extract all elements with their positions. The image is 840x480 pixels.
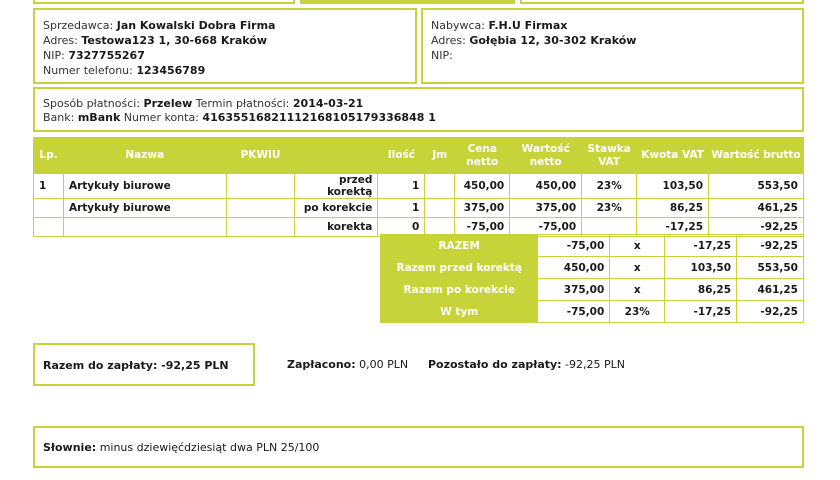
paid-value: 0,00 PLN (359, 358, 409, 371)
seller-label: Sprzedawca: (43, 19, 114, 32)
seller-nip: 7327755267 (68, 49, 145, 62)
header-qty: Ilość (378, 138, 425, 174)
paid-info (287, 358, 408, 371)
summary-label: Razem po korekcie (381, 279, 538, 301)
top-left-strip (33, 0, 295, 4)
header-gross-value: Wartość brutto (709, 138, 804, 174)
bank-label: Bank: (43, 111, 75, 124)
header-unit: Jm (425, 138, 455, 174)
header-blank (295, 138, 378, 174)
seller-box (33, 8, 417, 84)
summary-table (380, 234, 804, 323)
words-label: Słownie: (43, 441, 97, 454)
summary-row: W tym -75,00 23% -17,25 -92,25 (381, 301, 804, 323)
items-table (33, 137, 804, 237)
buyer-name: F.H.U Firmax (488, 19, 568, 32)
header-net-value: Wartość netto (510, 138, 582, 174)
account-label: Numer konta: (123, 111, 199, 124)
bank-name: mBank (77, 111, 121, 124)
buyer-address: Gołębia 12, 30-302 Kraków (469, 34, 637, 47)
payment-due: 2014-03-21 (292, 97, 364, 110)
summary-row: Razem przed korektą 450,00 x 103,50 553,50 (381, 257, 804, 279)
table-row: korekta 0 -75,00 -75,00 -17,25 -92,25 (34, 218, 804, 237)
table-row: Artykuły biurowe po korekcie 1 375,00 375,00 23% 86,25 461,25 (34, 199, 804, 218)
remaining-info (428, 358, 625, 371)
buyer-label: Nabywca: (431, 19, 485, 32)
remaining-label: Pozostało do zapłaty: (428, 358, 562, 371)
seller-address-label: Adres: (43, 34, 78, 47)
summary-label: W tym (381, 301, 538, 323)
payment-method: Przelew (143, 97, 193, 110)
buyer-box (421, 8, 804, 84)
buyer-nip-label: NIP: (431, 49, 453, 62)
seller-nip-label: NIP: (43, 49, 65, 62)
summary-label: RAZEM (381, 235, 538, 257)
remaining-value: -92,25 PLN (565, 358, 626, 371)
seller-address: Testowa123 1, 30-668 Kraków (81, 34, 267, 47)
total-to-pay-box (33, 343, 255, 386)
header-name: Nazwa (63, 138, 226, 174)
seller-phone: 123456789 (136, 64, 206, 77)
header-pkwiu: PKWIU (226, 138, 295, 174)
seller-name: Jan Kowalski Dobra Firma (116, 19, 276, 32)
payment-due-label: Termin płatności: (195, 97, 290, 110)
header-vat-rate: Stawka VAT (582, 138, 637, 174)
seller-phone-label: Numer telefonu: (43, 64, 133, 77)
summary-row: Razem po korekcie 375,00 x 86,25 461,25 (381, 279, 804, 301)
payment-box (33, 87, 804, 132)
table-row: 1 Artykuły biurowe przed korektą 1 450,00 450,00 23% 103,50 553,50 (34, 174, 804, 199)
words-value: minus dziewięćdziesiąt dwa PLN 25/100 (99, 441, 320, 454)
top-right-strip (520, 0, 804, 4)
total-to-pay: Razem do zapłaty: -92,25 PLN (43, 359, 229, 372)
header-net-price: Cena netto (455, 138, 510, 174)
summary-row: RAZEM -75,00 x -17,25 -92,25 (381, 235, 804, 257)
buyer-address-label: Adres: (431, 34, 466, 47)
summary-label: Razem przed korektą (381, 257, 538, 279)
top-center-strip (300, 0, 515, 4)
account-number: 41635516821112168105179336848 1 (202, 111, 436, 124)
amount-in-words-box (33, 426, 804, 468)
header-lp: Lp. (34, 138, 64, 174)
paid-label: Zapłacono: (287, 358, 356, 371)
payment-method-label: Sposób płatności: (43, 97, 141, 110)
header-vat-amount: Kwota VAT (637, 138, 709, 174)
